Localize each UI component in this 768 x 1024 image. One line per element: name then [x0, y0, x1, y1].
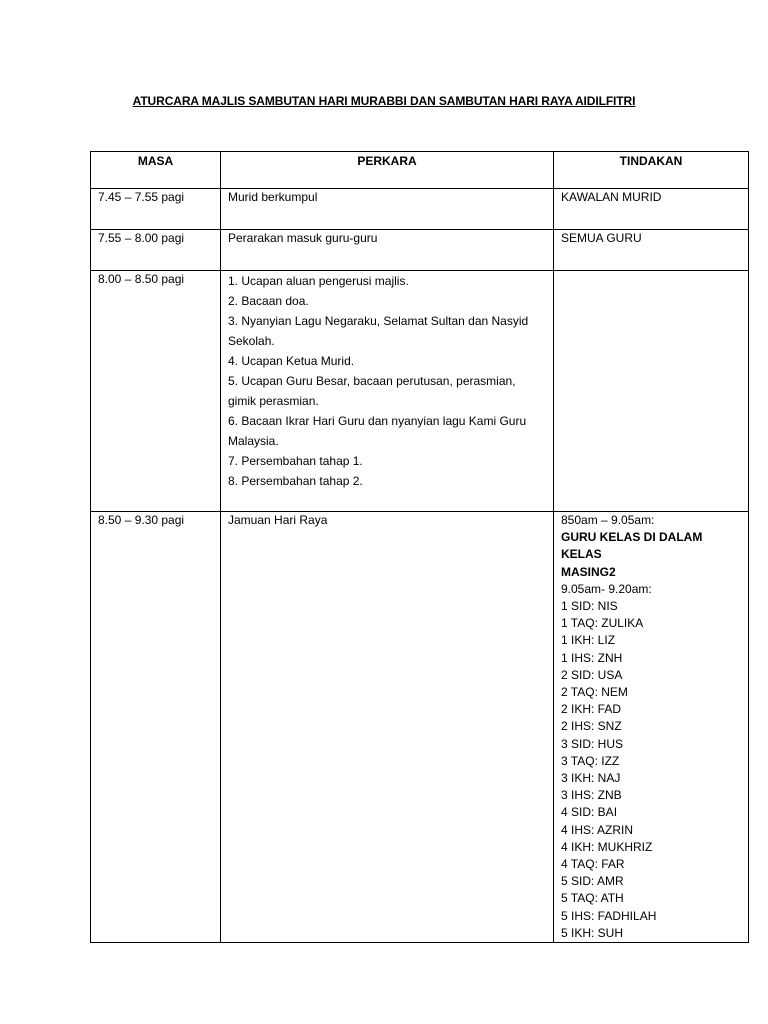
tindakan-line: 4 IKH: MUKHRIZ — [561, 839, 653, 854]
agenda-item: 8. Persembahan tahap 2. — [228, 474, 363, 488]
document-title: ATURCARA MAJLIS SAMBUTAN HARI MURABBI DAN SAMBUTAN HARI RAYA AIDILFITRI — [132, 94, 636, 108]
agenda-item: Sekolah. — [228, 334, 275, 348]
tindakan-line: 2 SID: USA — [561, 667, 623, 682]
tindakan-line: GURU KELAS DI DALAM KELAS — [561, 530, 703, 562]
tindakan-line: 1 IKH: LIZ — [561, 633, 616, 648]
table-header-row — [91, 152, 749, 189]
tindakan-line: 1 TAQ: ZULIKA — [561, 616, 644, 631]
masa-cell: 8.00 – 8.50 pagi — [91, 271, 221, 512]
agenda-item: Malaysia. — [228, 434, 279, 448]
masa-cell: 8.50 – 9.30 pagi — [91, 512, 221, 943]
table-row — [91, 271, 749, 512]
tindakan-line: 1 SID: NIS — [561, 599, 618, 614]
tindakan-line: MASING2 — [561, 564, 616, 579]
agenda-item: gimik perasmian. — [228, 394, 319, 408]
tindakan-line: 5 SID: AMR — [561, 874, 624, 889]
agenda-item: 6. Bacaan Ikrar Hari Guru dan nyanyian lagu Kami Guru — [228, 414, 527, 428]
tindakan-line: 3 TAQ: IZZ — [561, 753, 620, 768]
agenda-item: 1. Ucapan aluan pengerusi majlis. — [228, 274, 409, 288]
tindakan-line: 850am – 9.05am: — [561, 513, 655, 527]
tindakan-list-cell — [554, 512, 749, 943]
tindakan-line: 5 IHS: FADHILAH — [561, 908, 657, 923]
perkara-cell: Perarakan masuk guru-guru — [221, 230, 554, 271]
tindakan-cell: SEMUA GURU — [554, 230, 749, 271]
table-row — [91, 512, 749, 943]
tindakan-line: 5 TAQ: ATH — [561, 891, 624, 906]
tindakan-cell — [554, 271, 749, 512]
column-header-perkara: PERKARA — [221, 152, 554, 189]
tindakan-line: 4 SID: BAI — [561, 805, 618, 820]
tindakan-line: 4 IHS: AZRIN — [561, 822, 634, 837]
tindakan-line: 2 TAQ: NEM — [561, 685, 628, 700]
tindakan-line: 4 TAQ: FAR — [561, 857, 625, 872]
tindakan-line: 2 IHS: SNZ — [561, 719, 622, 734]
agenda-item: 5. Ucapan Guru Besar, bacaan perutusan, perasmian, — [228, 374, 516, 388]
tindakan-line: 3 SID: HUS — [561, 736, 624, 751]
tindakan-cell: KAWALAN MURID — [554, 189, 749, 230]
agenda-item: 4. Ucapan Ketua Murid. — [228, 354, 355, 368]
tindakan-line: 1 IHS: ZNH — [561, 650, 623, 665]
agenda-item: 3. Nyanyian Lagu Negaraku, Selamat Sultan dan Nasyid — [228, 314, 529, 328]
agenda-item: 2. Bacaan doa. — [228, 294, 309, 308]
table-row — [91, 189, 749, 230]
perkara-cell: Murid berkumpul — [221, 189, 554, 230]
masa-cell: 7.45 – 7.55 pagi — [91, 189, 221, 230]
masa-cell: 7.55 – 8.00 pagi — [91, 230, 221, 271]
column-header-masa: MASA — [91, 152, 221, 189]
perkara-cell: Jamuan Hari Raya — [221, 512, 554, 943]
tindakan-line: 3 IKH: NAJ — [561, 771, 621, 786]
perkara-list-cell — [221, 271, 554, 512]
tindakan-line: 3 IHS: ZNB — [561, 788, 622, 803]
table-row — [91, 230, 749, 271]
schedule-table — [90, 151, 749, 943]
tindakan-line: 2 IKH: FAD — [561, 702, 622, 717]
column-header-tindakan: TINDAKAN — [554, 152, 749, 189]
agenda-item: 7. Persembahan tahap 1. — [228, 454, 363, 468]
tindakan-line: 5 IKH: SUH — [561, 925, 624, 940]
tindakan-line: 9.05am- 9.20am: — [561, 581, 652, 596]
